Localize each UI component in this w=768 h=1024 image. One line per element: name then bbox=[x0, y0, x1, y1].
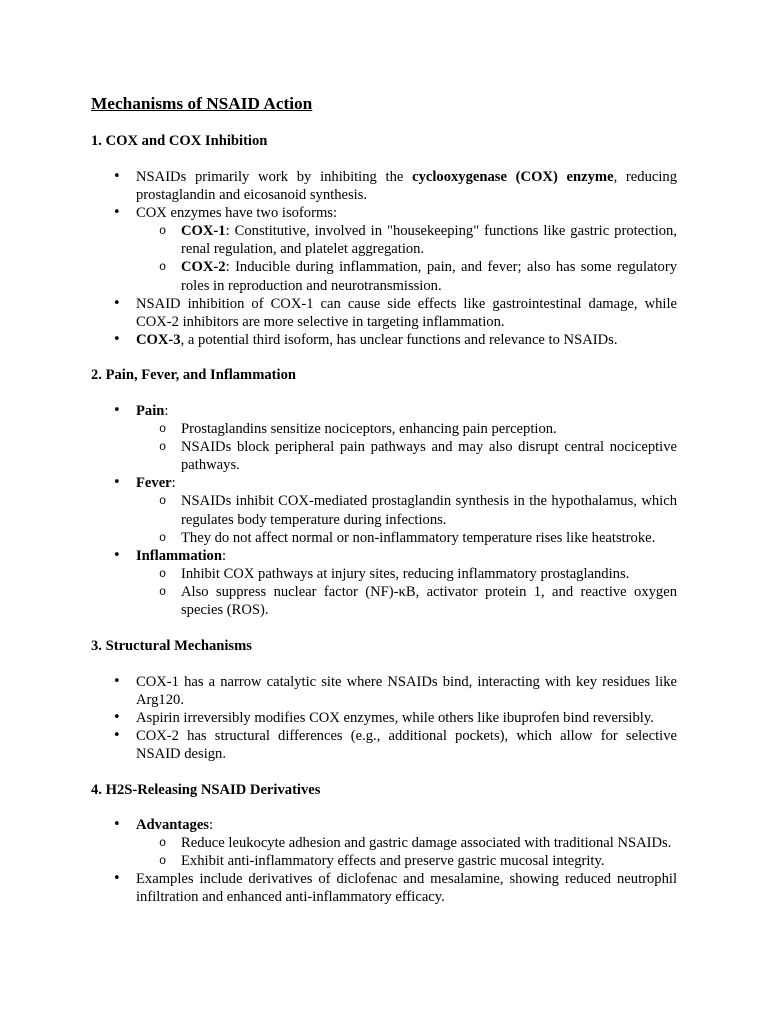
sub-list bbox=[136, 420, 677, 474]
section-heading-structural-mechanisms: 3. Structural Mechanisms bbox=[91, 638, 252, 654]
list-item: • COX-3, a potential third isoform, has unclear functions and relevance to NSAIDs. bbox=[136, 331, 677, 349]
sub-list-item: o Exhibit anti-inflammatory effects and preserve gastric mucosal integrity. bbox=[181, 852, 677, 870]
list-item: • COX-1 has a narrow catalytic site where NSAIDs bind, interacting with key residues like Arg120. bbox=[136, 673, 677, 709]
list-item: • Aspirin irreversibly modifies COX enzymes, while others like ibuprofen bind reversibly. bbox=[136, 709, 677, 727]
sub-list bbox=[136, 222, 677, 294]
bullet-list-pain-fever-inflammation bbox=[136, 402, 677, 619]
section-heading-pain-fever-inflammation: 2. Pain, Fever, and Inflammation bbox=[91, 367, 296, 383]
section-heading-h2s-derivatives: 4. H2S-Releasing NSAID Derivatives bbox=[91, 782, 321, 798]
sub-list-item: o Prostaglandins sensitize nociceptors, enhancing pain perception. bbox=[181, 420, 677, 438]
list-item: • Examples include derivatives of diclofenac and mesalamine, showing reduced neutrophil infiltration and enhanced anti-inflammatory efficacy. bbox=[136, 870, 677, 906]
document-title: Mechanisms of NSAID Action bbox=[91, 94, 313, 113]
sub-list-item: o Reduce leukocyte adhesion and gastric damage associated with traditional NSAIDs. bbox=[181, 834, 677, 852]
section-heading-cox-inhibition: 1. COX and COX Inhibition bbox=[91, 133, 268, 149]
sub-list-item: o Also suppress nuclear factor (NF)-κB, activator protein 1, and reactive oxygen species (ROS). bbox=[181, 583, 677, 619]
sub-list bbox=[136, 565, 677, 619]
list-item: • Advantages: o Reduce leukocyte adhesion and gastric damage associated with traditional NSAIDs. o Exhibit anti-inflammatory effects and preserve gastric mucosal integrity. bbox=[136, 816, 677, 870]
list-item: • COX-2 has structural differences (e.g., additional pockets), which allow for selective NSAID design. bbox=[136, 727, 677, 763]
sub-list-item: o COX-2: Inducible during inflammation, pain, and fever; also has some regulatory roles in reproduction and neurotransmission. bbox=[181, 258, 677, 294]
sub-list-item: o COX-1: Constitutive, involved in "housekeeping" functions like gastric protection, renal regulation, and platelet aggregation. bbox=[181, 222, 677, 258]
sub-list bbox=[136, 834, 677, 870]
list-item: • Fever: o NSAIDs inhibit COX-mediated prostaglandin synthesis in the hypothalamus, which regulates body temperature during infections. o They do not affect normal or non-inflammatory temperature rises like heatstroke. bbox=[136, 474, 677, 546]
bullet-list-cox-inhibition bbox=[136, 168, 677, 349]
list-item: • NSAIDs primarily work by inhibiting the cyclooxygenase (COX) enzyme, reducing prostaglandin and eicosanoid synthesis. bbox=[136, 168, 677, 204]
list-item: • NSAID inhibition of COX-1 can cause side effects like gastrointestinal damage, while COX-2 inhibitors are more selective in targeting inflammation. bbox=[136, 295, 677, 331]
sub-list-item: o NSAIDs block peripheral pain pathways and may also disrupt central nociceptive pathways. bbox=[181, 438, 677, 474]
sub-list-item: o NSAIDs inhibit COX-mediated prostaglandin synthesis in the hypothalamus, which regulates body temperature during infections. bbox=[181, 492, 677, 528]
sub-list bbox=[136, 492, 677, 546]
sub-list-item: o They do not affect normal or non-inflammatory temperature rises like heatstroke. bbox=[181, 529, 677, 547]
list-item: • Inflammation: o Inhibit COX pathways at injury sites, reducing inflammatory prostaglandins. o Also suppress nuclear factor (NF)-κB, activator protein 1, and reactive oxygen species (ROS). bbox=[136, 547, 677, 619]
bullet-list-structural-mechanisms bbox=[136, 673, 677, 763]
list-item: • COX enzymes have two isoforms: o COX-1: Constitutive, involved in "housekeeping" functions like gastric protection, renal regulation, and platelet aggregation. o COX-2: Inducible during inflammation, pain, and fever; also has some regulatory roles in reproduction and neurotransmission. bbox=[136, 204, 677, 294]
sub-list-item: o Inhibit COX pathways at injury sites, reducing inflammatory prostaglandins. bbox=[181, 565, 677, 583]
bullet-list-h2s-derivatives bbox=[136, 816, 677, 906]
list-item: • Pain: o Prostaglandins sensitize nociceptors, enhancing pain perception. o NSAIDs block peripheral pain pathways and may also disrupt central nociceptive pathways. bbox=[136, 402, 677, 474]
